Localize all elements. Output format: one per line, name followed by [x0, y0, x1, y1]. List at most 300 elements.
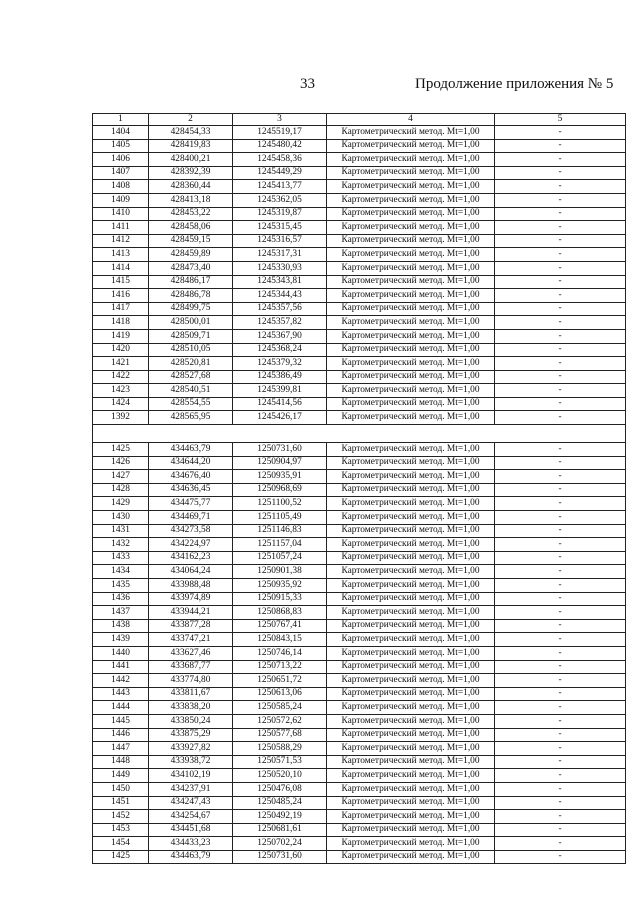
table-row	[93, 275, 626, 289]
description-cell: -	[495, 606, 626, 620]
description-cell: -	[495, 674, 626, 688]
x-coordinate-cell: 433877,28	[149, 619, 233, 633]
y-coordinate-cell: 1245316,57	[233, 234, 327, 248]
x-coordinate-cell: 433687,77	[149, 660, 233, 674]
table-row	[93, 166, 626, 180]
description-cell: -	[495, 728, 626, 742]
x-coordinate-cell: 433927,82	[149, 742, 233, 756]
method-cell: Картометрический метод. Mt=1,00	[327, 850, 495, 864]
method-cell: Картометрический метод. Mt=1,00	[327, 370, 495, 384]
x-coordinate-cell: 428520,81	[149, 357, 233, 371]
y-coordinate-cell: 1250585,24	[233, 701, 327, 715]
y-coordinate-cell: 1250915,33	[233, 592, 327, 606]
method-cell: Картометрический метод. Mt=1,00	[327, 166, 495, 180]
table-row	[93, 674, 626, 688]
x-coordinate-cell: 428486,78	[149, 289, 233, 303]
method-cell: Картометрический метод. Mt=1,00	[327, 687, 495, 701]
description-cell: -	[495, 714, 626, 728]
point-number-cell: 1392	[93, 411, 149, 425]
point-number-cell: 1439	[93, 633, 149, 647]
description-cell: -	[495, 234, 626, 248]
table-row	[93, 524, 626, 538]
x-coordinate-cell: 433850,24	[149, 714, 233, 728]
method-cell: Картометрический метод. Mt=1,00	[327, 592, 495, 606]
table-row	[93, 579, 626, 593]
table-row	[93, 714, 626, 728]
y-coordinate-cell: 1250681,61	[233, 823, 327, 837]
description-cell: -	[495, 782, 626, 796]
y-coordinate-cell: 1245449,29	[233, 166, 327, 180]
table-row	[93, 551, 626, 565]
point-number-cell: 1426	[93, 456, 149, 470]
x-coordinate-cell: 434237,91	[149, 782, 233, 796]
x-coordinate-cell: 428565,95	[149, 411, 233, 425]
x-coordinate-cell: 428509,71	[149, 329, 233, 343]
description-cell: -	[495, 357, 626, 371]
description-cell: -	[495, 850, 626, 864]
table-row	[93, 810, 626, 824]
table-row	[93, 443, 626, 457]
description-cell: -	[495, 633, 626, 647]
point-number-cell: 1418	[93, 316, 149, 330]
description-cell: -	[495, 660, 626, 674]
method-cell: Картометрический метод. Mt=1,00	[327, 384, 495, 398]
column-header: 4	[327, 114, 495, 126]
description-cell: -	[495, 221, 626, 235]
description-cell: -	[495, 289, 626, 303]
table-row	[93, 837, 626, 851]
separator-cell	[93, 425, 626, 443]
table-row	[93, 139, 626, 153]
method-cell: Картометрический метод. Mt=1,00	[327, 153, 495, 167]
description-cell: -	[495, 823, 626, 837]
y-coordinate-cell: 1245330,93	[233, 261, 327, 275]
y-coordinate-cell: 1251057,24	[233, 551, 327, 565]
table-row	[93, 538, 626, 552]
x-coordinate-cell: 434162,23	[149, 551, 233, 565]
method-cell: Картометрический метод. Mt=1,00	[327, 551, 495, 565]
table-row	[93, 302, 626, 316]
table-row	[93, 180, 626, 194]
x-coordinate-cell: 434451,68	[149, 823, 233, 837]
x-coordinate-cell: 428473,40	[149, 261, 233, 275]
table-row	[93, 782, 626, 796]
description-cell: -	[495, 275, 626, 289]
y-coordinate-cell: 1245399,81	[233, 384, 327, 398]
y-coordinate-cell: 1245319,87	[233, 207, 327, 221]
point-number-cell: 1416	[93, 289, 149, 303]
x-coordinate-cell: 433944,21	[149, 606, 233, 620]
table-row	[93, 329, 626, 343]
point-number-cell: 1454	[93, 837, 149, 851]
table-row	[93, 660, 626, 674]
description-cell: -	[495, 153, 626, 167]
x-coordinate-cell: 428458,06	[149, 221, 233, 235]
method-cell: Картометрический метод. Mt=1,00	[327, 329, 495, 343]
y-coordinate-cell: 1245357,56	[233, 302, 327, 316]
table-row	[93, 796, 626, 810]
description-cell: -	[495, 302, 626, 316]
point-number-cell: 1437	[93, 606, 149, 620]
point-number-cell: 1411	[93, 221, 149, 235]
y-coordinate-cell: 1250731,60	[233, 850, 327, 864]
point-number-cell: 1453	[93, 823, 149, 837]
description-cell: -	[495, 470, 626, 484]
table-row	[93, 221, 626, 235]
point-number-cell: 1414	[93, 261, 149, 275]
x-coordinate-cell: 434475,77	[149, 497, 233, 511]
y-coordinate-cell: 1251146,83	[233, 524, 327, 538]
description-cell: -	[495, 579, 626, 593]
point-number-cell: 1419	[93, 329, 149, 343]
method-cell: Картометрический метод. Mt=1,00	[327, 837, 495, 851]
method-cell: Картометрический метод. Mt=1,00	[327, 782, 495, 796]
description-cell: -	[495, 343, 626, 357]
method-cell: Картометрический метод. Mt=1,00	[327, 769, 495, 783]
description-cell: -	[495, 207, 626, 221]
table-row	[93, 470, 626, 484]
x-coordinate-cell: 428400,21	[149, 153, 233, 167]
method-cell: Картометрический метод. Mt=1,00	[327, 728, 495, 742]
method-cell: Картометрический метод. Mt=1,00	[327, 248, 495, 262]
table-row	[93, 456, 626, 470]
y-coordinate-cell: 1250702,24	[233, 837, 327, 851]
table-row	[93, 370, 626, 384]
x-coordinate-cell: 428459,15	[149, 234, 233, 248]
point-number-cell: 1428	[93, 483, 149, 497]
description-cell: -	[495, 511, 626, 525]
table-row	[93, 701, 626, 715]
table-row	[93, 411, 626, 425]
point-number-cell: 1405	[93, 139, 149, 153]
y-coordinate-cell: 1250935,92	[233, 579, 327, 593]
x-coordinate-cell: 434064,24	[149, 565, 233, 579]
x-coordinate-cell: 428527,68	[149, 370, 233, 384]
y-coordinate-cell: 1250968,69	[233, 483, 327, 497]
point-number-cell: 1430	[93, 511, 149, 525]
description-cell: -	[495, 411, 626, 425]
point-number-cell: 1431	[93, 524, 149, 538]
description-cell: -	[495, 126, 626, 140]
y-coordinate-cell: 1245386,49	[233, 370, 327, 384]
description-cell: -	[495, 248, 626, 262]
point-number-cell: 1422	[93, 370, 149, 384]
y-coordinate-cell: 1250651,72	[233, 674, 327, 688]
point-number-cell: 1447	[93, 742, 149, 756]
description-cell: -	[495, 796, 626, 810]
method-cell: Картометрический метод. Mt=1,00	[327, 316, 495, 330]
point-number-cell: 1440	[93, 646, 149, 660]
y-coordinate-cell: 1245426,17	[233, 411, 327, 425]
y-coordinate-cell: 1250571,53	[233, 755, 327, 769]
point-number-cell: 1412	[93, 234, 149, 248]
description-cell: -	[495, 565, 626, 579]
method-cell: Картометрический метод. Mt=1,00	[327, 810, 495, 824]
description-cell: -	[495, 538, 626, 552]
y-coordinate-cell: 1245344,43	[233, 289, 327, 303]
description-cell: -	[495, 769, 626, 783]
description-cell: -	[495, 180, 626, 194]
method-cell: Картометрический метод. Mt=1,00	[327, 538, 495, 552]
point-number-cell: 1442	[93, 674, 149, 688]
point-number-cell: 1441	[93, 660, 149, 674]
y-coordinate-cell: 1251105,49	[233, 511, 327, 525]
point-number-cell: 1450	[93, 782, 149, 796]
description-cell: -	[495, 139, 626, 153]
x-coordinate-cell: 434433,23	[149, 837, 233, 851]
table-row	[93, 606, 626, 620]
x-coordinate-cell: 433747,21	[149, 633, 233, 647]
table-row	[93, 511, 626, 525]
table-row	[93, 261, 626, 275]
page-number: 33	[300, 76, 315, 92]
method-cell: Картометрический метод. Mt=1,00	[327, 456, 495, 470]
method-cell: Картометрический метод. Mt=1,00	[327, 524, 495, 538]
x-coordinate-cell: 428453,22	[149, 207, 233, 221]
description-cell: -	[495, 497, 626, 511]
table-row	[93, 565, 626, 579]
x-coordinate-cell: 428510,05	[149, 343, 233, 357]
description-cell: -	[495, 687, 626, 701]
y-coordinate-cell: 1250746,14	[233, 646, 327, 660]
table-row	[93, 823, 626, 837]
x-coordinate-cell: 428554,55	[149, 397, 233, 411]
point-number-cell: 1436	[93, 592, 149, 606]
description-cell: -	[495, 329, 626, 343]
description-cell: -	[495, 483, 626, 497]
point-number-cell: 1443	[93, 687, 149, 701]
table-row	[93, 207, 626, 221]
x-coordinate-cell: 434463,79	[149, 850, 233, 864]
y-coordinate-cell: 1245315,45	[233, 221, 327, 235]
method-cell: Картометрический метод. Mt=1,00	[327, 411, 495, 425]
y-coordinate-cell: 1245480,42	[233, 139, 327, 153]
table-row	[93, 497, 626, 511]
y-coordinate-cell: 1245458,36	[233, 153, 327, 167]
y-coordinate-cell: 1250485,24	[233, 796, 327, 810]
y-coordinate-cell: 1245519,17	[233, 126, 327, 140]
point-number-cell: 1408	[93, 180, 149, 194]
table-row	[93, 234, 626, 248]
x-coordinate-cell: 433974,89	[149, 592, 233, 606]
x-coordinate-cell: 434224,97	[149, 538, 233, 552]
method-cell: Картометрический метод. Mt=1,00	[327, 565, 495, 579]
y-coordinate-cell: 1245362,05	[233, 193, 327, 207]
point-number-cell: 1427	[93, 470, 149, 484]
method-cell: Картометрический метод. Mt=1,00	[327, 646, 495, 660]
point-number-cell: 1434	[93, 565, 149, 579]
method-cell: Картометрический метод. Mt=1,00	[327, 674, 495, 688]
description-cell: -	[495, 370, 626, 384]
point-number-cell: 1429	[93, 497, 149, 511]
point-number-cell: 1451	[93, 796, 149, 810]
x-coordinate-cell: 434273,58	[149, 524, 233, 538]
method-cell: Картометрический метод. Mt=1,00	[327, 443, 495, 457]
x-coordinate-cell: 433838,20	[149, 701, 233, 715]
method-cell: Картометрический метод. Mt=1,00	[327, 796, 495, 810]
y-coordinate-cell: 1250901,38	[233, 565, 327, 579]
method-cell: Картометрический метод. Mt=1,00	[327, 397, 495, 411]
x-coordinate-cell: 434254,67	[149, 810, 233, 824]
x-coordinate-cell: 428413,18	[149, 193, 233, 207]
x-coordinate-cell: 428499,75	[149, 302, 233, 316]
y-coordinate-cell: 1250731,60	[233, 443, 327, 457]
table-row	[93, 646, 626, 660]
method-cell: Картометрический метод. Mt=1,00	[327, 755, 495, 769]
table-row	[93, 248, 626, 262]
point-number-cell: 1432	[93, 538, 149, 552]
method-cell: Картометрический метод. Mt=1,00	[327, 470, 495, 484]
appendix-continuation-caption: Продолжение приложения № 5	[415, 76, 614, 92]
table-row	[93, 397, 626, 411]
x-coordinate-cell: 428459,89	[149, 248, 233, 262]
method-cell: Картометрический метод. Mt=1,00	[327, 126, 495, 140]
table-row	[93, 483, 626, 497]
method-cell: Картометрический метод. Mt=1,00	[327, 261, 495, 275]
description-cell: -	[495, 810, 626, 824]
description-cell: -	[495, 837, 626, 851]
table-row	[93, 126, 626, 140]
method-cell: Картометрический метод. Mt=1,00	[327, 511, 495, 525]
description-cell: -	[495, 755, 626, 769]
y-coordinate-cell: 1251100,52	[233, 497, 327, 511]
x-coordinate-cell: 428486,17	[149, 275, 233, 289]
y-coordinate-cell: 1250476,08	[233, 782, 327, 796]
y-coordinate-cell: 1250520,10	[233, 769, 327, 783]
x-coordinate-cell: 428540,51	[149, 384, 233, 398]
method-cell: Картометрический метод. Mt=1,00	[327, 742, 495, 756]
table-row	[93, 384, 626, 398]
y-coordinate-cell: 1245379,32	[233, 357, 327, 371]
description-cell: -	[495, 193, 626, 207]
column-header: 3	[233, 114, 327, 126]
method-cell: Картометрический метод. Mt=1,00	[327, 289, 495, 303]
table-row	[93, 153, 626, 167]
y-coordinate-cell: 1250492,19	[233, 810, 327, 824]
table-row	[93, 742, 626, 756]
method-cell: Картометрический метод. Mt=1,00	[327, 701, 495, 715]
point-number-cell: 1415	[93, 275, 149, 289]
description-cell: -	[495, 619, 626, 633]
description-cell: -	[495, 456, 626, 470]
table-row	[93, 633, 626, 647]
group-separator-row	[93, 425, 626, 443]
description-cell: -	[495, 316, 626, 330]
x-coordinate-cell: 433811,67	[149, 687, 233, 701]
description-cell: -	[495, 551, 626, 565]
table-body	[93, 126, 626, 864]
y-coordinate-cell: 1245368,24	[233, 343, 327, 357]
description-cell: -	[495, 261, 626, 275]
column-header: 1	[93, 114, 149, 126]
y-coordinate-cell: 1250904,97	[233, 456, 327, 470]
point-number-cell: 1425	[93, 850, 149, 864]
y-coordinate-cell: 1245367,90	[233, 329, 327, 343]
y-coordinate-cell: 1250713,22	[233, 660, 327, 674]
y-coordinate-cell: 1251157,04	[233, 538, 327, 552]
y-coordinate-cell: 1245357,82	[233, 316, 327, 330]
table-row	[93, 687, 626, 701]
x-coordinate-cell: 434676,40	[149, 470, 233, 484]
method-cell: Картометрический метод. Mt=1,00	[327, 483, 495, 497]
method-cell: Картометрический метод. Mt=1,00	[327, 139, 495, 153]
description-cell: -	[495, 701, 626, 715]
table-row	[93, 619, 626, 633]
table-header-row	[93, 114, 626, 126]
point-number-cell: 1417	[93, 302, 149, 316]
point-number-cell: 1433	[93, 551, 149, 565]
y-coordinate-cell: 1245414,56	[233, 397, 327, 411]
point-number-cell: 1445	[93, 714, 149, 728]
y-coordinate-cell: 1250613,06	[233, 687, 327, 701]
table-row	[93, 755, 626, 769]
table-row	[93, 316, 626, 330]
description-cell: -	[495, 384, 626, 398]
x-coordinate-cell: 433627,46	[149, 646, 233, 660]
x-coordinate-cell: 428419,83	[149, 139, 233, 153]
table-row	[93, 289, 626, 303]
method-cell: Картометрический метод. Mt=1,00	[327, 579, 495, 593]
table-row	[93, 592, 626, 606]
point-number-cell: 1448	[93, 755, 149, 769]
point-number-cell: 1423	[93, 384, 149, 398]
x-coordinate-cell: 434636,45	[149, 483, 233, 497]
point-number-cell: 1424	[93, 397, 149, 411]
method-cell: Картометрический метод. Mt=1,00	[327, 221, 495, 235]
y-coordinate-cell: 1250577,68	[233, 728, 327, 742]
y-coordinate-cell: 1250935,91	[233, 470, 327, 484]
y-coordinate-cell: 1250767,41	[233, 619, 327, 633]
point-number-cell: 1404	[93, 126, 149, 140]
table-row	[93, 357, 626, 371]
point-number-cell: 1406	[93, 153, 149, 167]
x-coordinate-cell: 428454,33	[149, 126, 233, 140]
description-cell: -	[495, 524, 626, 538]
table-row	[93, 728, 626, 742]
method-cell: Картометрический метод. Mt=1,00	[327, 606, 495, 620]
point-number-cell: 1410	[93, 207, 149, 221]
point-number-cell: 1407	[93, 166, 149, 180]
x-coordinate-cell: 433938,72	[149, 755, 233, 769]
method-cell: Картометрический метод. Mt=1,00	[327, 357, 495, 371]
x-coordinate-cell: 434463,79	[149, 443, 233, 457]
x-coordinate-cell: 433875,29	[149, 728, 233, 742]
point-number-cell: 1449	[93, 769, 149, 783]
point-number-cell: 1425	[93, 443, 149, 457]
method-cell: Картометрический метод. Mt=1,00	[327, 497, 495, 511]
method-cell: Картометрический метод. Mt=1,00	[327, 207, 495, 221]
x-coordinate-cell: 433774,80	[149, 674, 233, 688]
point-number-cell: 1438	[93, 619, 149, 633]
point-number-cell: 1421	[93, 357, 149, 371]
point-number-cell: 1413	[93, 248, 149, 262]
y-coordinate-cell: 1245413,77	[233, 180, 327, 194]
method-cell: Картометрический метод. Mt=1,00	[327, 714, 495, 728]
method-cell: Картометрический метод. Mt=1,00	[327, 234, 495, 248]
point-number-cell: 1452	[93, 810, 149, 824]
y-coordinate-cell: 1245317,31	[233, 248, 327, 262]
x-coordinate-cell: 434247,43	[149, 796, 233, 810]
point-number-cell: 1420	[93, 343, 149, 357]
y-coordinate-cell: 1250868,83	[233, 606, 327, 620]
column-header: 2	[149, 114, 233, 126]
description-cell: -	[495, 742, 626, 756]
y-coordinate-cell: 1250588,29	[233, 742, 327, 756]
method-cell: Картометрический метод. Mt=1,00	[327, 180, 495, 194]
point-number-cell: 1409	[93, 193, 149, 207]
x-coordinate-cell: 428360,44	[149, 180, 233, 194]
method-cell: Картометрический метод. Mt=1,00	[327, 633, 495, 647]
